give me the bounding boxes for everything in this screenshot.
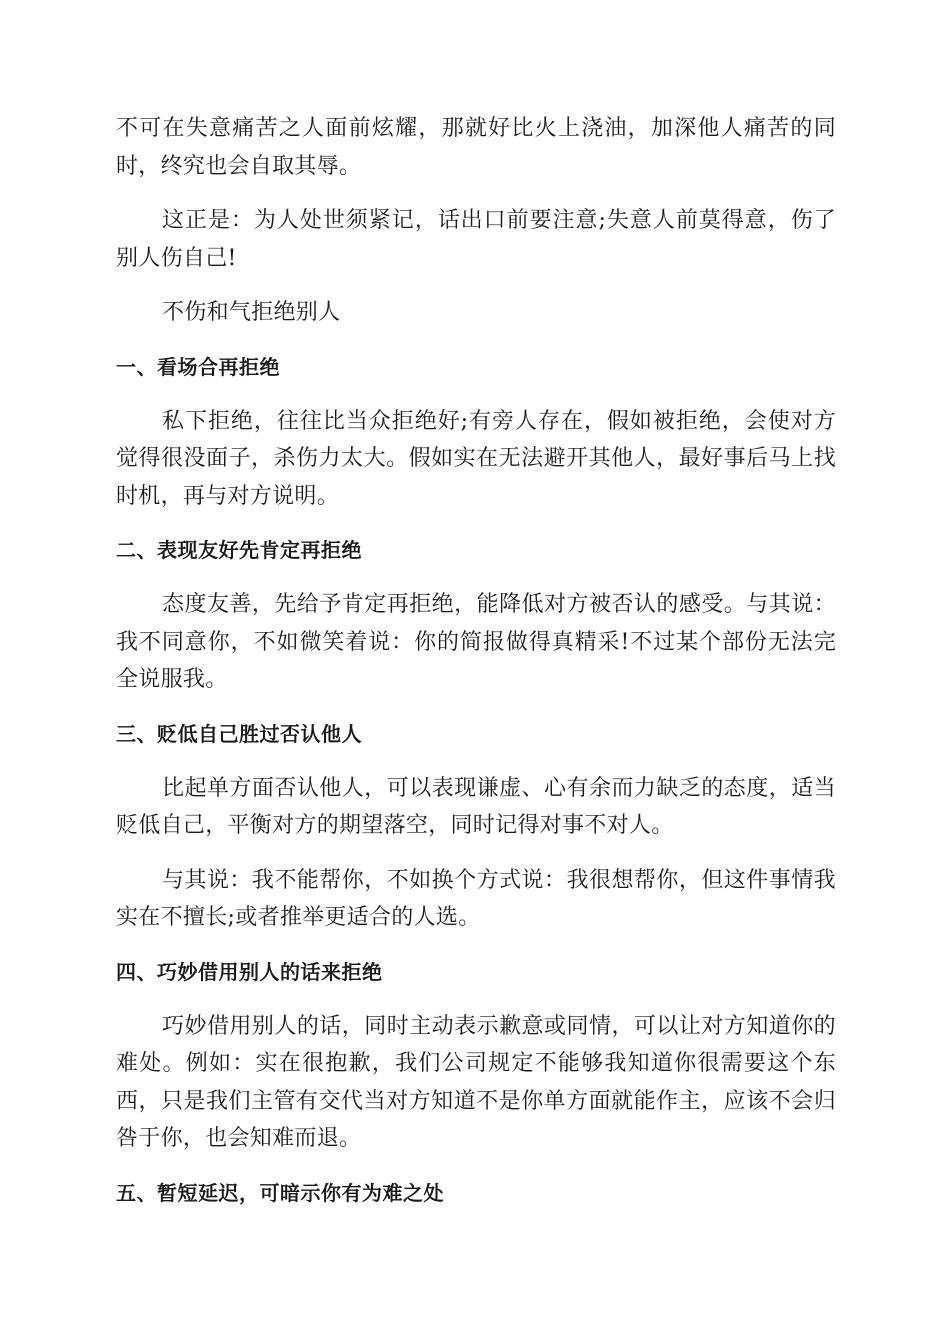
heading-5: 五、暂短延迟，可暗示你有为难之处 xyxy=(116,1180,444,1205)
section-title: 不伤和气拒绝别人 xyxy=(162,300,341,325)
paragraph-3a: 比起单方面否认他人，可以表现谦虚、心有余而力缺乏的态度，适当贬低自己，平衡对方的期望落空，同时记得对事不对人。 xyxy=(116,775,836,838)
heading-4: 四、巧妙借用别人的话来拒绝 xyxy=(116,959,383,984)
paragraph-summary: 这正是：为人处世须紧记，话出口前要注意;失意人前莫得意，伤了别人伤自己! xyxy=(116,208,836,271)
paragraph-intro-continued: 不可在失意痛苦之人面前炫耀，那就好比火上浇油，加深他人痛苦的同时，终究也会自取其辱。 xyxy=(116,116,836,179)
heading-3: 三、贬低自己胜过否认他人 xyxy=(116,721,362,746)
heading-2: 二、表现友好先肯定再拒绝 xyxy=(116,538,362,562)
paragraph-2: 态度友善，先给予肯定再拒绝，能降低对方被否认的感受。与其说：我不同意你，不如微笑着说：你的简报做得真精采!不过某个部份无法完全说服我。 xyxy=(116,592,836,692)
paragraph-3b: 与其说：我不能帮你，不如换个方式说：我很想帮你，但这件事情我实在不擅长;或者推举更适合的人选。 xyxy=(116,867,836,930)
paragraph-4: 巧妙借用别人的话，同时主动表示歉意或同情，可以让对方知道你的难处。例如：实在很抱歉，我们公司规定不能够我知道你很需要这个东西，只是我们主管有交代当对方知道不是你单方面就能作主，应该不会归咎于你，也会知难而退。 xyxy=(116,1013,836,1151)
heading-1: 一、看场合再拒绝 xyxy=(116,354,280,379)
paragraph-1: 私下拒绝，往往比当众拒绝好;有旁人存在，假如被拒绝，会使对方觉得很没面子，杀伤力太大。假如实在无法避开其他人，最好事后马上找时机，再与对方说明。 xyxy=(116,408,836,509)
document-page xyxy=(116,110,836,1229)
